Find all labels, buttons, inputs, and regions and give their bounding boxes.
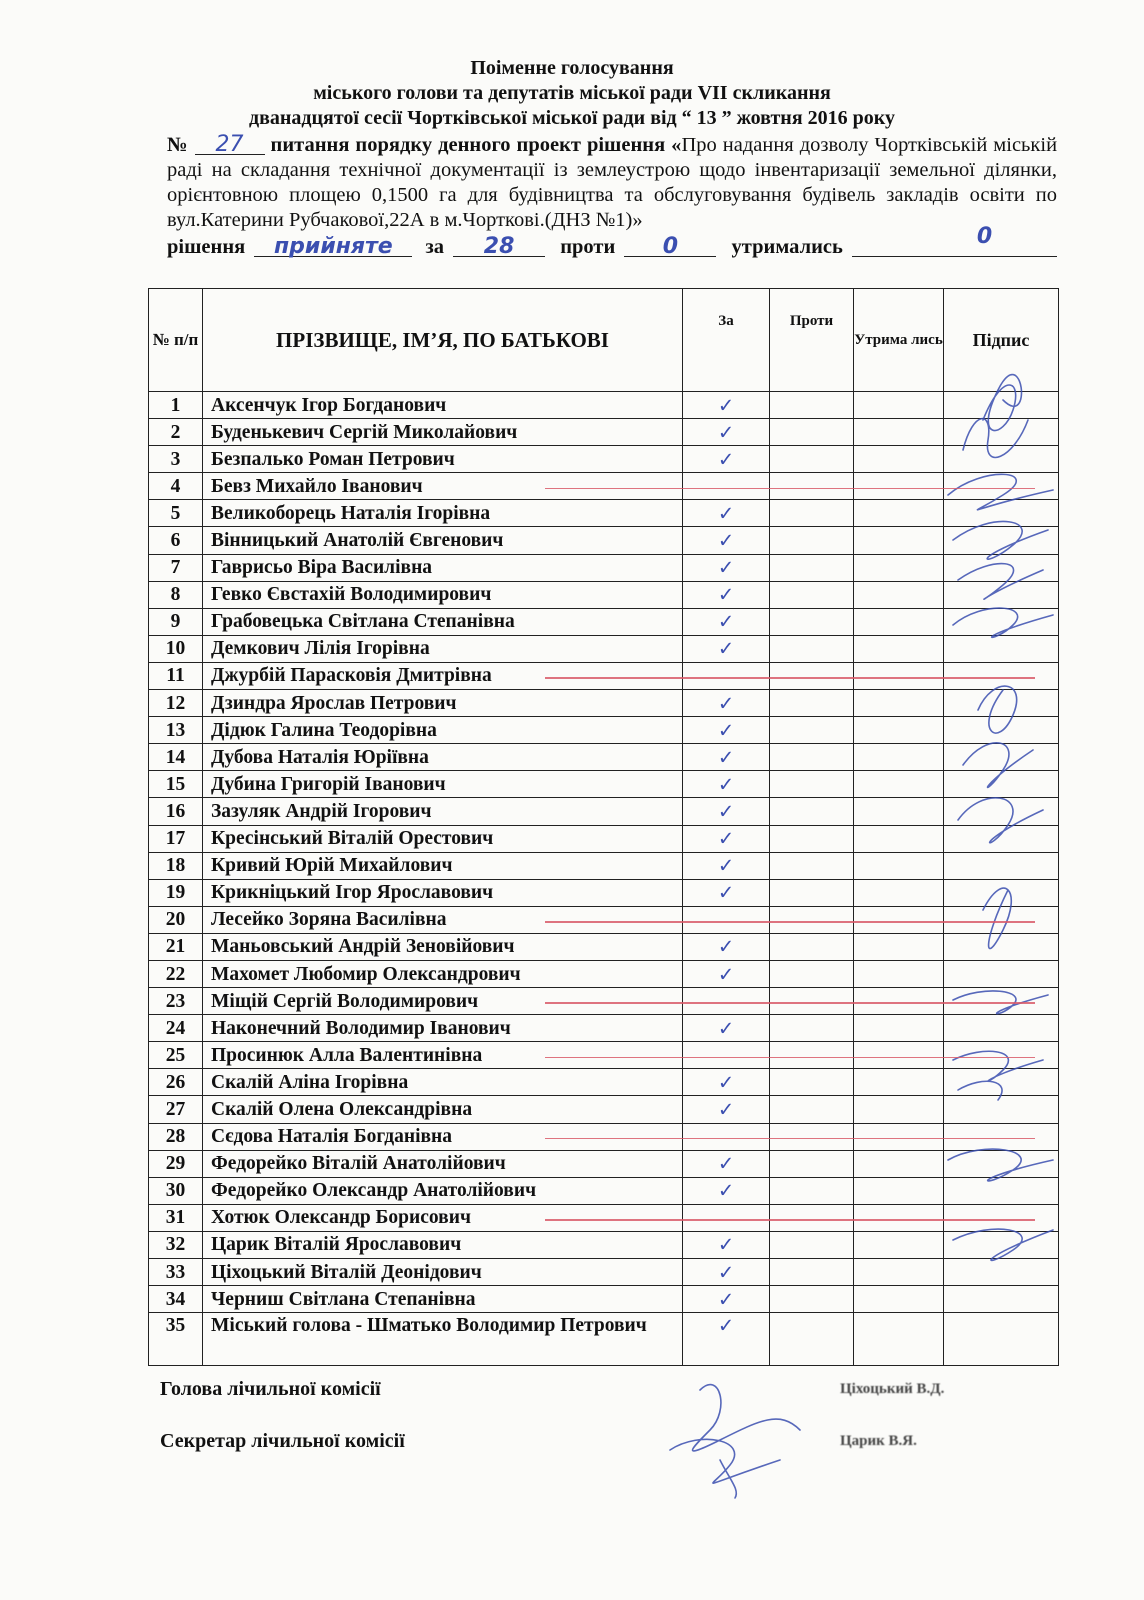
table-row — [149, 1069, 1059, 1096]
row-number: 14 — [149, 744, 203, 771]
deputy-name: Хотюк Олександр Борисович — [203, 1204, 683, 1231]
row-number: 16 — [149, 798, 203, 825]
row-number: 4 — [149, 473, 203, 500]
header-num: № п/п — [149, 289, 203, 392]
table-row — [149, 960, 1059, 987]
vote-abstain-cell — [854, 717, 944, 744]
deputy-name: Безпалько Роман Петрович — [203, 446, 683, 473]
signature-scribble-1 — [983, 375, 1022, 431]
row-number: 12 — [149, 690, 203, 717]
table-row — [149, 1313, 1059, 1366]
vote-against-cell — [770, 1015, 854, 1042]
table-row — [149, 1177, 1059, 1204]
vote-abstain-cell — [854, 798, 944, 825]
table-row — [149, 419, 1059, 446]
row-number: 13 — [149, 717, 203, 744]
abstain-count: 0 — [976, 224, 993, 249]
row-number: 15 — [149, 771, 203, 798]
vote-against-cell — [770, 717, 854, 744]
vote-abstain-cell — [854, 1259, 944, 1286]
row-number: 10 — [149, 635, 203, 662]
vote-against-cell — [770, 690, 854, 717]
vote-for-mark — [683, 473, 770, 500]
for-count: 28 — [483, 234, 515, 259]
counting-commission-chair-name: Ціхоцький В.Д. — [840, 1381, 945, 1397]
vote-abstain-cell — [854, 392, 944, 419]
signature-scribble-13 — [958, 1081, 1002, 1100]
vote-abstain-cell — [854, 419, 944, 446]
deputy-name: Дзиндра Ярослав Петрович — [203, 690, 683, 717]
row-number: 35 — [149, 1313, 203, 1366]
vote-against-cell — [770, 662, 854, 689]
row-number: 20 — [149, 906, 203, 933]
vote-for-mark: ✓ — [683, 608, 770, 635]
question-number-field — [195, 132, 265, 155]
table-row — [149, 446, 1059, 473]
vote-for-mark: ✓ — [683, 1096, 770, 1123]
table-row — [149, 1123, 1059, 1150]
vote-against-cell — [770, 960, 854, 987]
row-number: 3 — [149, 446, 203, 473]
deputy-name: Махомет Любомир Олександрович — [203, 960, 683, 987]
vote-for-mark: ✓ — [683, 1015, 770, 1042]
vote-abstain-cell — [854, 852, 944, 879]
question-number-prefix: № — [167, 134, 189, 156]
row-number: 26 — [149, 1069, 203, 1096]
table-row — [149, 1042, 1059, 1069]
document-subtitle: міського голови та депутатів міської ради VII скликання — [313, 82, 831, 104]
vote-abstain-cell — [854, 960, 944, 987]
vote-abstain-cell — [854, 1042, 944, 1069]
vote-for-mark: ✓ — [683, 960, 770, 987]
deputy-name: Великоборець Наталія Ігорівна — [203, 500, 683, 527]
vote-for-mark: ✓ — [683, 554, 770, 581]
deputy-name: Наконечний Володимир Іванович — [203, 1015, 683, 1042]
vote-abstain-cell — [854, 1204, 944, 1231]
vote-result-line — [167, 224, 1057, 259]
table-row — [149, 1150, 1059, 1177]
row-number: 30 — [149, 1177, 203, 1204]
vote-for-mark: ✓ — [683, 879, 770, 906]
signature-scribble-14 — [948, 1149, 1053, 1181]
vote-abstain-cell — [854, 608, 944, 635]
absent-strike-line — [545, 488, 1035, 490]
table-row — [149, 500, 1059, 527]
deputy-name: Зазуляк Андрій Ігорович — [203, 798, 683, 825]
vote-for-mark — [683, 1204, 770, 1231]
table-row — [149, 771, 1059, 798]
vote-abstain-cell — [854, 1313, 944, 1366]
row-number: 34 — [149, 1286, 203, 1313]
vote-for-mark: ✓ — [683, 852, 770, 879]
vote-against-cell — [770, 1069, 854, 1096]
vote-against-cell — [770, 1204, 854, 1231]
table-row — [149, 554, 1059, 581]
absent-strike-line — [545, 921, 1035, 923]
vote-against-cell — [770, 1096, 854, 1123]
vote-against-cell — [770, 1042, 854, 1069]
vote-against-cell — [770, 879, 854, 906]
deputy-name: Дубина Григорій Іванович — [203, 771, 683, 798]
deputy-name: Кривий Юрій Михайлович — [203, 852, 683, 879]
vote-against-cell — [770, 527, 854, 554]
vote-against-cell — [770, 581, 854, 608]
row-number: 11 — [149, 662, 203, 689]
table-row — [149, 690, 1059, 717]
for-label: за — [425, 236, 444, 258]
counting-commission-secretary-label: Секретар лічильної комісії — [160, 1430, 405, 1452]
deputy-name: Демкович Лілія Ігорівна — [203, 635, 683, 662]
vote-for-mark: ✓ — [683, 446, 770, 473]
question-text: Про надання дозволу Чортківській міській раді на складання технічної документації із землеустрою щодо інвентаризації земельної ділянки, орієнтовною площею 0,1500 га для будівництва та обслуговування будівель закладів освіти по вул.Катерини Рубчакової,22А в м.Чорткові.(ДНЗ №1)» — [167, 134, 1058, 231]
row-number: 33 — [149, 1259, 203, 1286]
signatures-column — [943, 370, 1058, 1350]
roll-call-table — [148, 288, 1059, 1366]
row-number: 29 — [149, 1150, 203, 1177]
absent-strike-line — [545, 677, 1035, 679]
table-row — [149, 798, 1059, 825]
vote-for-mark: ✓ — [683, 1177, 770, 1204]
row-number: 8 — [149, 581, 203, 608]
vote-abstain-cell — [854, 690, 944, 717]
table-row — [149, 879, 1059, 906]
decision-field — [254, 234, 412, 257]
vote-for-mark: ✓ — [683, 690, 770, 717]
signature-scribble-2 — [963, 419, 1028, 458]
table-row — [149, 1015, 1059, 1042]
vote-abstain-cell — [854, 988, 944, 1015]
table-row — [149, 852, 1059, 879]
table-row — [149, 717, 1059, 744]
vote-for-mark: ✓ — [683, 581, 770, 608]
row-number: 21 — [149, 933, 203, 960]
vote-against-cell — [770, 798, 854, 825]
deputy-name: Міський голова - Шматько Володимир Петрович — [203, 1313, 683, 1366]
abstain-label: утримались — [731, 236, 843, 258]
deputy-name: Крикніцький Ігор Ярославович — [203, 879, 683, 906]
vote-abstain-cell — [854, 554, 944, 581]
absent-strike-line — [545, 1002, 1035, 1004]
vote-against-cell — [770, 473, 854, 500]
table-row — [149, 581, 1059, 608]
signature-scribble-10 — [983, 888, 1011, 948]
vote-abstain-cell — [854, 1069, 944, 1096]
absent-strike-line — [545, 1219, 1035, 1221]
vote-against-cell — [770, 635, 854, 662]
vote-for-mark — [683, 906, 770, 933]
vote-for-mark: ✓ — [683, 771, 770, 798]
vote-for-mark: ✓ — [683, 392, 770, 419]
vote-against-cell — [770, 608, 854, 635]
vote-for-mark: ✓ — [683, 825, 770, 852]
vote-against-cell — [770, 1177, 854, 1204]
row-number: 27 — [149, 1096, 203, 1123]
vote-abstain-cell — [854, 581, 944, 608]
row-number: 7 — [149, 554, 203, 581]
vote-against-cell — [770, 500, 854, 527]
row-number: 6 — [149, 527, 203, 554]
table-row — [149, 662, 1059, 689]
vote-for-mark: ✓ — [683, 1150, 770, 1177]
deputy-name: Дубова Наталія Юріївна — [203, 744, 683, 771]
vote-abstain-cell — [854, 906, 944, 933]
vote-for-mark: ✓ — [683, 1069, 770, 1096]
vote-abstain-cell — [854, 1150, 944, 1177]
vote-abstain-cell — [854, 1096, 944, 1123]
signature-scribble-7 — [978, 686, 1017, 733]
vote-for-mark: ✓ — [683, 635, 770, 662]
table-row — [149, 825, 1059, 852]
vote-for-mark — [683, 988, 770, 1015]
signature-scribble-3 — [948, 474, 1053, 509]
deputy-name: Вінницький Анатолій Євгенович — [203, 527, 683, 554]
vote-for-mark: ✓ — [683, 798, 770, 825]
row-number: 32 — [149, 1231, 203, 1258]
row-number: 18 — [149, 852, 203, 879]
deputy-name: Бевз Михайло Іванович — [203, 473, 683, 500]
abstain-field — [852, 224, 1057, 257]
vote-abstain-cell — [854, 527, 944, 554]
vote-against-cell — [770, 906, 854, 933]
vote-abstain-cell — [854, 825, 944, 852]
vote-for-mark — [683, 1042, 770, 1069]
table-row — [149, 635, 1059, 662]
deputy-name: Скалій Олена Олександрівна — [203, 1096, 683, 1123]
header-abstain: Утрима лись — [854, 289, 944, 392]
vote-against-cell — [770, 1123, 854, 1150]
header-against: Проти — [770, 289, 854, 392]
question-intro: питання порядку денного проект рішення « — [270, 134, 682, 156]
agenda-question — [167, 132, 1057, 233]
table-row — [149, 1231, 1059, 1258]
vote-against-cell — [770, 1231, 854, 1258]
question-number: 27 — [215, 132, 244, 157]
row-number: 25 — [149, 1042, 203, 1069]
table-row — [149, 988, 1059, 1015]
vote-against-cell — [770, 1150, 854, 1177]
signature-scribble-15 — [953, 1229, 1053, 1260]
vote-against-cell — [770, 392, 854, 419]
vote-for-mark: ✓ — [683, 744, 770, 771]
row-number: 24 — [149, 1015, 203, 1042]
document-title: Поіменне голосування — [470, 57, 674, 79]
table-row — [149, 1096, 1059, 1123]
table-row — [149, 744, 1059, 771]
vote-abstain-cell — [854, 933, 944, 960]
vote-against-cell — [770, 744, 854, 771]
decision-value: прийняте — [273, 234, 393, 259]
row-number: 31 — [149, 1204, 203, 1231]
deputy-name: Гевко Євстахій Володимирович — [203, 581, 683, 608]
row-number: 1 — [149, 392, 203, 419]
row-number: 2 — [149, 419, 203, 446]
vote-abstain-cell — [854, 473, 944, 500]
deputy-name: Просинюк Алла Валентинівна — [203, 1042, 683, 1069]
deputy-name: Аксенчук Ігор Богданович — [203, 392, 683, 419]
absent-strike-line — [545, 1057, 1035, 1059]
deputy-name: Джурбій Парасковія Дмитрівна — [203, 662, 683, 689]
vote-for-mark: ✓ — [683, 717, 770, 744]
table-row — [149, 527, 1059, 554]
vote-against-cell — [770, 1259, 854, 1286]
against-label: проти — [560, 236, 616, 258]
table-row — [149, 473, 1059, 500]
deputy-name: Дідюк Галина Теодорівна — [203, 717, 683, 744]
row-number: 17 — [149, 825, 203, 852]
vote-for-mark: ✓ — [683, 500, 770, 527]
signature-scribble-4 — [953, 521, 1048, 559]
commission-signature — [660, 1370, 820, 1500]
deputy-name: Міщій Сергій Володимирович — [203, 988, 683, 1015]
vote-abstain-cell — [854, 1286, 944, 1313]
vote-abstain-cell — [854, 446, 944, 473]
vote-for-mark: ✓ — [683, 1286, 770, 1313]
vote-against-cell — [770, 825, 854, 852]
for-field — [453, 234, 545, 257]
vote-against-cell — [770, 771, 854, 798]
counting-commission-secretary-name: Царик В.Я. — [840, 1433, 917, 1449]
vote-abstain-cell — [854, 635, 944, 662]
vote-abstain-cell — [854, 1177, 944, 1204]
vote-for-mark — [683, 662, 770, 689]
row-number: 28 — [149, 1123, 203, 1150]
deputy-name: Кресінський Віталій Орестович — [203, 825, 683, 852]
table-row — [149, 1286, 1059, 1313]
vote-abstain-cell — [854, 771, 944, 798]
vote-abstain-cell — [854, 500, 944, 527]
vote-abstain-cell — [854, 1231, 944, 1258]
vote-abstain-cell — [854, 662, 944, 689]
deputy-name: Ціхоцький Віталій Деонідович — [203, 1259, 683, 1286]
counting-commission-chair-label: Голова лічильної комісії — [160, 1378, 381, 1400]
deputy-name: Буденькевич Сергій Миколайович — [203, 419, 683, 446]
row-number: 23 — [149, 988, 203, 1015]
signature-scribble-5 — [958, 564, 1043, 600]
deputy-name: Сєдова Наталія Богданівна — [203, 1123, 683, 1150]
vote-abstain-cell — [854, 744, 944, 771]
vote-against-cell — [770, 988, 854, 1015]
decision-label: рішення — [167, 236, 246, 258]
against-field — [624, 234, 716, 257]
deputy-name: Лесейко Зоряна Василівна — [203, 906, 683, 933]
vote-for-mark: ✓ — [683, 419, 770, 446]
vote-abstain-cell — [854, 1123, 944, 1150]
signature-scribble-8 — [963, 743, 1033, 788]
table-row — [149, 1259, 1059, 1286]
deputy-name: Гаврисьо Віра Василівна — [203, 554, 683, 581]
deputy-name: Скалій Аліна Ігорівна — [203, 1069, 683, 1096]
vote-for-mark: ✓ — [683, 1259, 770, 1286]
vote-for-mark: ✓ — [683, 933, 770, 960]
vote-abstain-cell — [854, 879, 944, 906]
vote-against-cell — [770, 554, 854, 581]
deputy-name: Черниш Світлана Степанівна — [203, 1286, 683, 1313]
vote-for-mark: ✓ — [683, 1231, 770, 1258]
row-number: 9 — [149, 608, 203, 635]
deputy-name: Федорейко Олександр Анатолійович — [203, 1177, 683, 1204]
row-number: 22 — [149, 960, 203, 987]
header-signature: Підпис — [944, 289, 1059, 392]
vote-for-mark — [683, 1123, 770, 1150]
header-for: За — [683, 289, 770, 392]
row-number: 19 — [149, 879, 203, 906]
vote-abstain-cell — [854, 1015, 944, 1042]
signature-scribble-9 — [958, 798, 1043, 843]
deputy-name: Федорейко Віталій Анатолійович — [203, 1150, 683, 1177]
vote-against-cell — [770, 1313, 854, 1366]
table-header-row — [149, 289, 1059, 392]
vote-against-cell — [770, 419, 854, 446]
deputy-name: Царик Віталій Ярославович — [203, 1231, 683, 1258]
table-row — [149, 392, 1059, 419]
deputy-name: Грабовецька Світлана Степанівна — [203, 608, 683, 635]
vote-for-mark: ✓ — [683, 1313, 770, 1366]
vote-against-cell — [770, 446, 854, 473]
header-name: ПРІЗВИЩЕ, ІМ’Я, ПО БАТЬКОВІ — [203, 289, 683, 392]
vote-against-cell — [770, 852, 854, 879]
table-row — [149, 1204, 1059, 1231]
table-row — [149, 906, 1059, 933]
session-date-line: дванадцятої сесії Чортківської міської ради від “ 13 ” жовтня 2016 року — [248, 107, 896, 129]
table-row — [149, 933, 1059, 960]
table-row — [149, 608, 1059, 635]
absent-strike-line — [545, 1138, 1035, 1140]
vote-for-mark: ✓ — [683, 527, 770, 554]
against-count: 0 — [662, 234, 679, 259]
deputy-name: Маньовський Андрій Зеновійович — [203, 933, 683, 960]
row-number: 5 — [149, 500, 203, 527]
vote-against-cell — [770, 1286, 854, 1313]
signature-scribble-6 — [953, 608, 1053, 637]
vote-against-cell — [770, 933, 854, 960]
